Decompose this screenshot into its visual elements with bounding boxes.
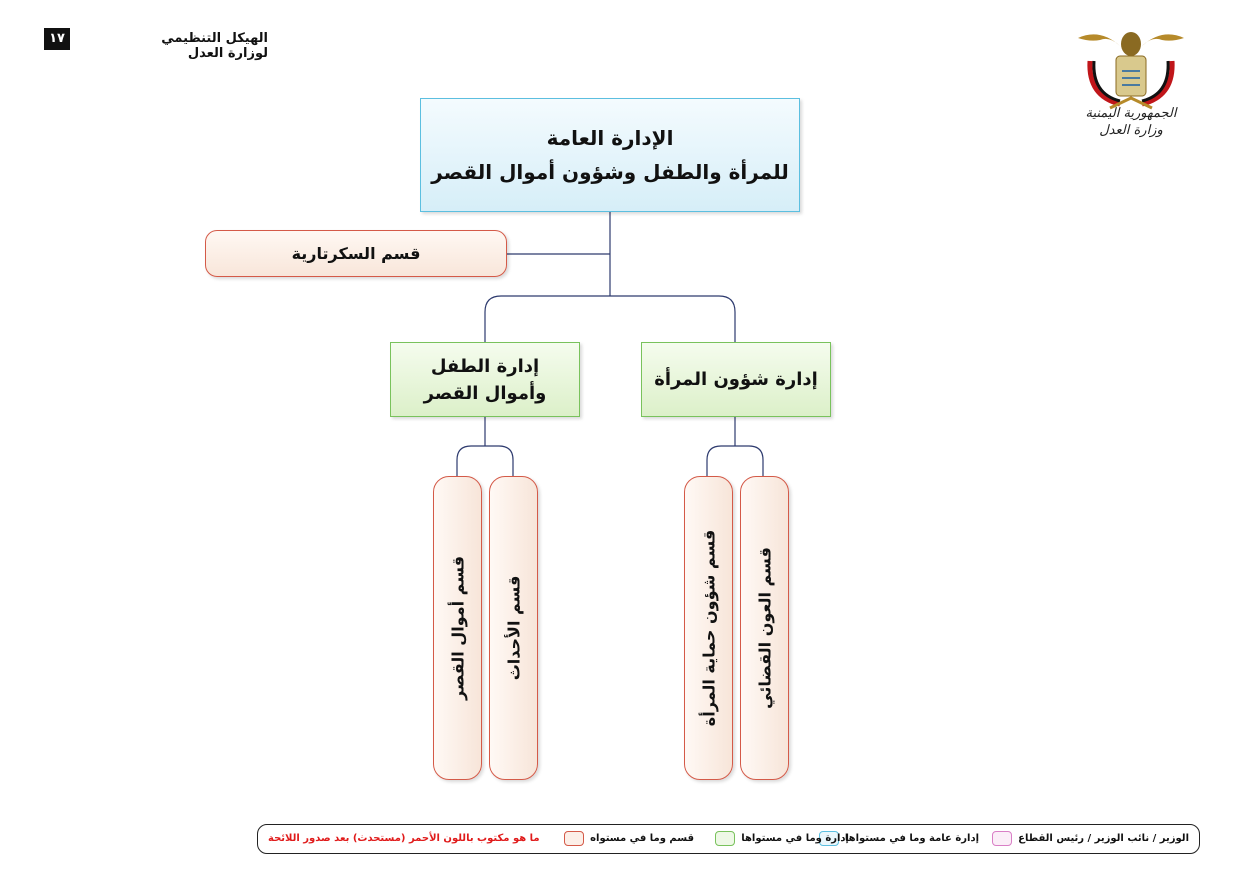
page-title: الهيكل التنظيمي لوزارة العدل	[161, 31, 268, 61]
general-administration-title: الإدارة العامة	[546, 126, 674, 150]
legend-label-minister: الوزير / نائب الوزير / رئيس القطاع	[1018, 833, 1189, 844]
legend-swatch-department	[715, 831, 735, 846]
child-affairs-department-box	[390, 342, 580, 417]
yemen-emblem-icon	[1070, 26, 1192, 166]
emblem-line-1: الجمهورية اليمنية	[1085, 106, 1177, 121]
general-administration-subtitle: للمرأة والطفل وشؤون أموال القصر	[431, 160, 789, 184]
legend-label-department: إدارة وما في مستواها	[741, 833, 849, 844]
women-protection-section-label: قسم شؤون حماية المرأة	[699, 529, 718, 727]
page-number: ١٧	[44, 28, 70, 50]
legend-swatch-minister	[992, 831, 1012, 846]
minors-funds-section-label: قسم أموال القصر	[448, 556, 467, 700]
juveniles-section-label: قسم الأحداث	[504, 575, 523, 681]
general-administration-box	[420, 98, 800, 212]
legend-swatch-section	[564, 831, 584, 846]
secretariat-label: قسم السكرتارية	[291, 244, 421, 263]
legend-label-section: قسم وما في مستواه	[590, 833, 694, 844]
legend-item-section	[564, 831, 694, 846]
juveniles-section-box	[489, 476, 538, 780]
women-protection-section-box	[684, 476, 733, 780]
secretariat-section-box	[205, 230, 507, 277]
legend-note: ما هو مكتوب باللون الأحمر (مستحدث) بعد صدور اللائحة	[268, 833, 540, 844]
emblem-caption	[1072, 105, 1190, 139]
women-affairs-department-label: إدارة شؤون المرأة	[654, 369, 818, 390]
women-affairs-department-box	[641, 342, 831, 417]
child-affairs-department-label: إدارة الطفل وأموال القصر	[423, 355, 547, 404]
minors-funds-section-box	[433, 476, 482, 780]
legend-item-department	[715, 831, 849, 846]
legend-label-general-admin: إدارة عامة وما في مستواها	[844, 833, 979, 844]
legal-aid-section-label: قسم العون القضائي	[755, 547, 774, 709]
legend	[257, 824, 1200, 854]
emblem-line-2: وزارة العدل	[1099, 123, 1163, 138]
legend-item-minister	[992, 831, 1189, 846]
legal-aid-section-box	[740, 476, 789, 780]
